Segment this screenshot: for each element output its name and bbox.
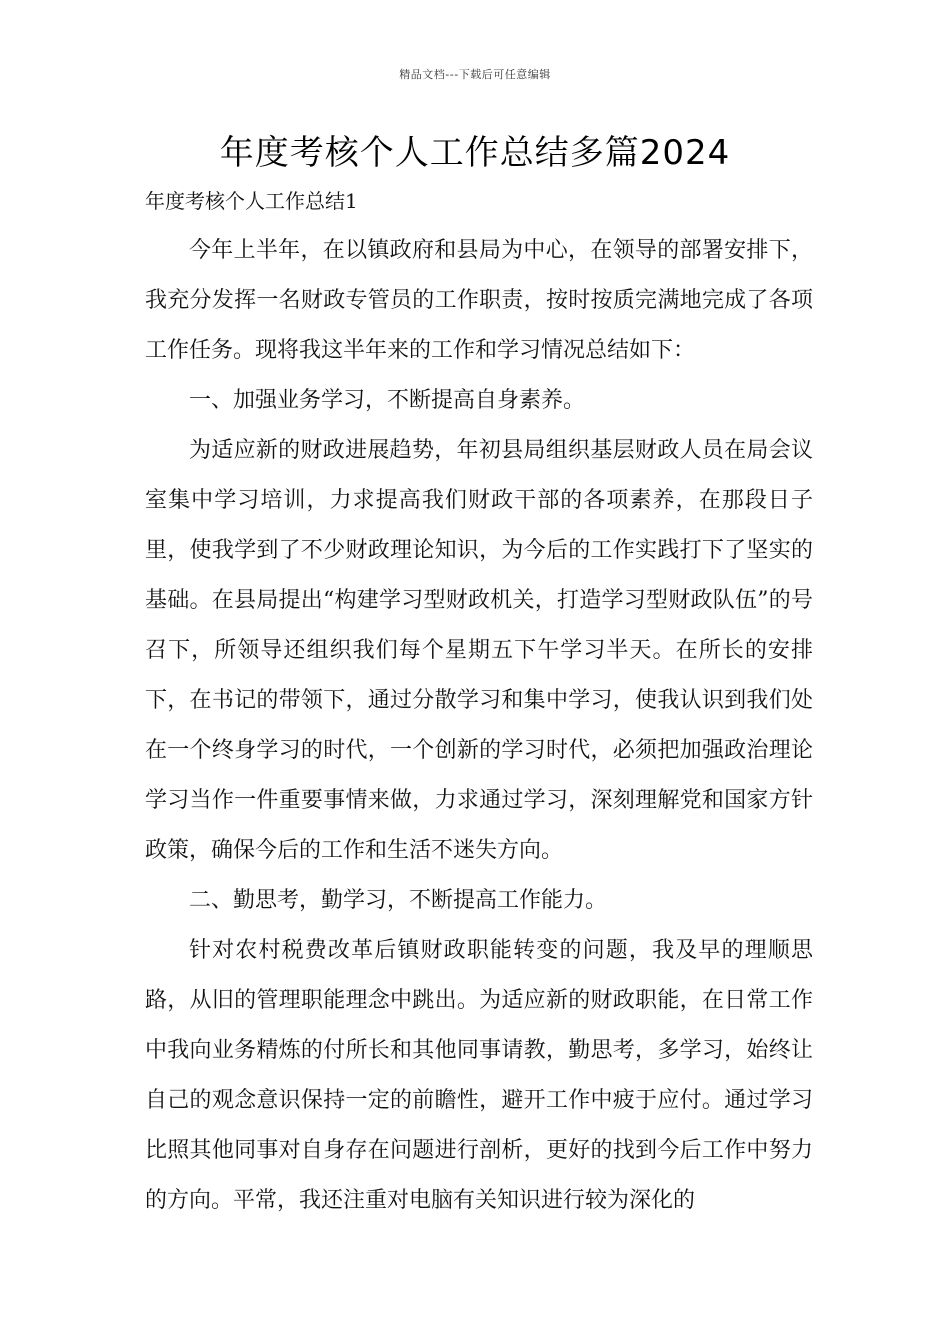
paragraph-ability: 针对农村税费改革后镇财政职能转变的问题，我及早的理顺思路，从旧的管理职能理念中跳出。为适应新的财政职能，在日常工作中我向业务精炼的付所长和其他同事请教，勤思考，多学习，始终让自己的观念意识保持一定的前瞻性，避开工作中疲于应付。通过学习比照其他同事对自身存在问题进行剖析，更好的找到今后工作中努力的方向。平常，我还注重对电脑有关知识进行较为深化的 <box>145 938 813 1213</box>
section-heading-1: 一、加强业务学习，不断提高自身素养。 <box>189 388 586 413</box>
paragraph-intro: 今年上半年，在以镇政府和县局为中心，在领导的部署安排下，我充分发挥一名财政专管员的工作职责，按时按质完满地完成了各项工作任务。现将我这半年来的工作和学习情况总结如下： <box>145 238 813 363</box>
section-subtitle: 年度考核个人工作总结1 <box>145 189 358 213</box>
section-heading-2: 二、勤思考，勤学习，不断提高工作能力。 <box>189 888 608 913</box>
document-body <box>145 226 813 1226</box>
document-title: 年度考核个人工作总结多篇2024 <box>219 133 731 173</box>
header-note: 精品文档---下载后可任意编辑 <box>399 68 551 81</box>
paragraph-study: 为适应新的财政进展趋势，年初县局组织基层财政人员在局会议室集中学习培训，力求提高我们财政干部的各项素养，在那段日子里，使我学到了不少财政理论知识，为今后的工作实践打下了坚实的基础。在县局提出“构建学习型财政机关，打造学习型财政队伍”的号召下，所领导还组织我们每个星期五下午学习半天。在所长的安排下，在书记的带领下，通过分散学习和集中学习，使我认识到我们处在一个终身学习的时代，一个创新的学习时代，必须把加强政治理论学习当作一件重要事情来做，力求通过学习，深刻理解党和国家方针政策，确保今后的工作和生活不迷失方向。 <box>145 438 813 863</box>
